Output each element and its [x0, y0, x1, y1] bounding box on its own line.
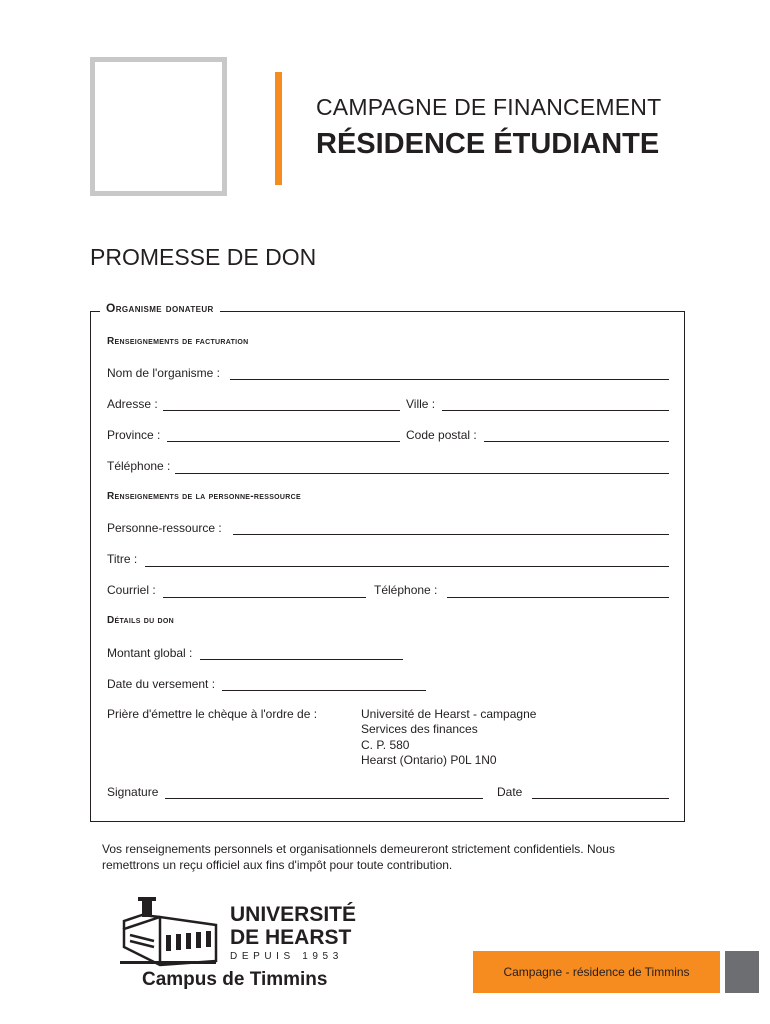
payee-line: Hearst (Ontario) P0L 1N0	[361, 753, 497, 767]
org-name-label: Nom de l'organisme :	[107, 366, 221, 380]
email-field[interactable]	[163, 597, 366, 598]
address-label: Adresse :	[107, 397, 158, 411]
org-name-field[interactable]	[230, 379, 669, 380]
contact-person-field[interactable]	[233, 534, 669, 535]
contact-title-label: Titre :	[107, 552, 138, 566]
postal-code-label: Code postal :	[406, 428, 477, 442]
city-field[interactable]	[442, 410, 669, 411]
contact-title-field[interactable]	[145, 566, 669, 567]
payee-line: Université de Hearst - campagne	[361, 707, 537, 721]
email-label: Courriel :	[107, 583, 156, 597]
logo-name-line1: UNIVERSITÉ	[230, 903, 357, 926]
sign-date-field[interactable]	[532, 798, 669, 799]
postal-code-field[interactable]	[484, 441, 669, 442]
building-icon	[120, 895, 360, 995]
payment-date-field[interactable]	[222, 690, 426, 691]
campaign-badge: Campagne - résidence de Timmins	[473, 951, 720, 993]
campaign-title: CAMPAGNE DE FINANCEMENT	[316, 94, 662, 120]
accent-bar	[275, 72, 282, 185]
province-label: Province :	[107, 428, 161, 442]
billing-heading: Renseignements de facturation	[107, 336, 249, 347]
billing-phone-field[interactable]	[175, 473, 669, 474]
donation-heading: Détails du don	[107, 615, 175, 626]
university-logo	[120, 895, 360, 995]
logo-name-line2: DE HEARST	[230, 926, 352, 949]
form-legend: Organisme donateur	[100, 301, 220, 315]
amount-label: Montant global :	[107, 646, 193, 660]
contact-heading: Renseignements de la personne-ressource	[107, 491, 301, 502]
footer-square	[725, 951, 759, 993]
sign-date-label: Date	[497, 785, 523, 799]
signature-field[interactable]	[165, 798, 483, 799]
payee-line: Services des finances	[361, 722, 478, 736]
payee-line: C. P. 580	[361, 738, 410, 752]
photo-placeholder-frame	[90, 57, 227, 196]
cheque-payee-label: Prière d'émettre le chèque à l'ordre de :	[107, 707, 318, 721]
privacy-disclaimer: Vos renseignements personnels et organisationnels demeureront strictement confidentiels. Nous remettrons un reçu officiel aux fins d'impôt pour toute contribution.	[102, 842, 615, 872]
billing-phone-label: Téléphone :	[107, 459, 171, 473]
logo-since: DEPUIS 1953	[230, 951, 343, 962]
contact-phone-label: Téléphone :	[374, 583, 438, 597]
province-field[interactable]	[167, 441, 400, 442]
contact-phone-field[interactable]	[447, 597, 669, 598]
amount-field[interactable]	[200, 659, 403, 660]
signature-label: Signature	[107, 785, 159, 799]
document-title: PROMESSE DE DON	[90, 244, 317, 270]
city-label: Ville :	[406, 397, 436, 411]
campaign-subtitle: RÉSIDENCE ÉTUDIANTE	[316, 128, 660, 160]
logo-campus: Campus de Timmins	[142, 969, 328, 990]
address-field[interactable]	[163, 410, 400, 411]
payment-date-label: Date du versement :	[107, 677, 216, 691]
contact-person-label: Personne-ressource :	[107, 521, 222, 535]
